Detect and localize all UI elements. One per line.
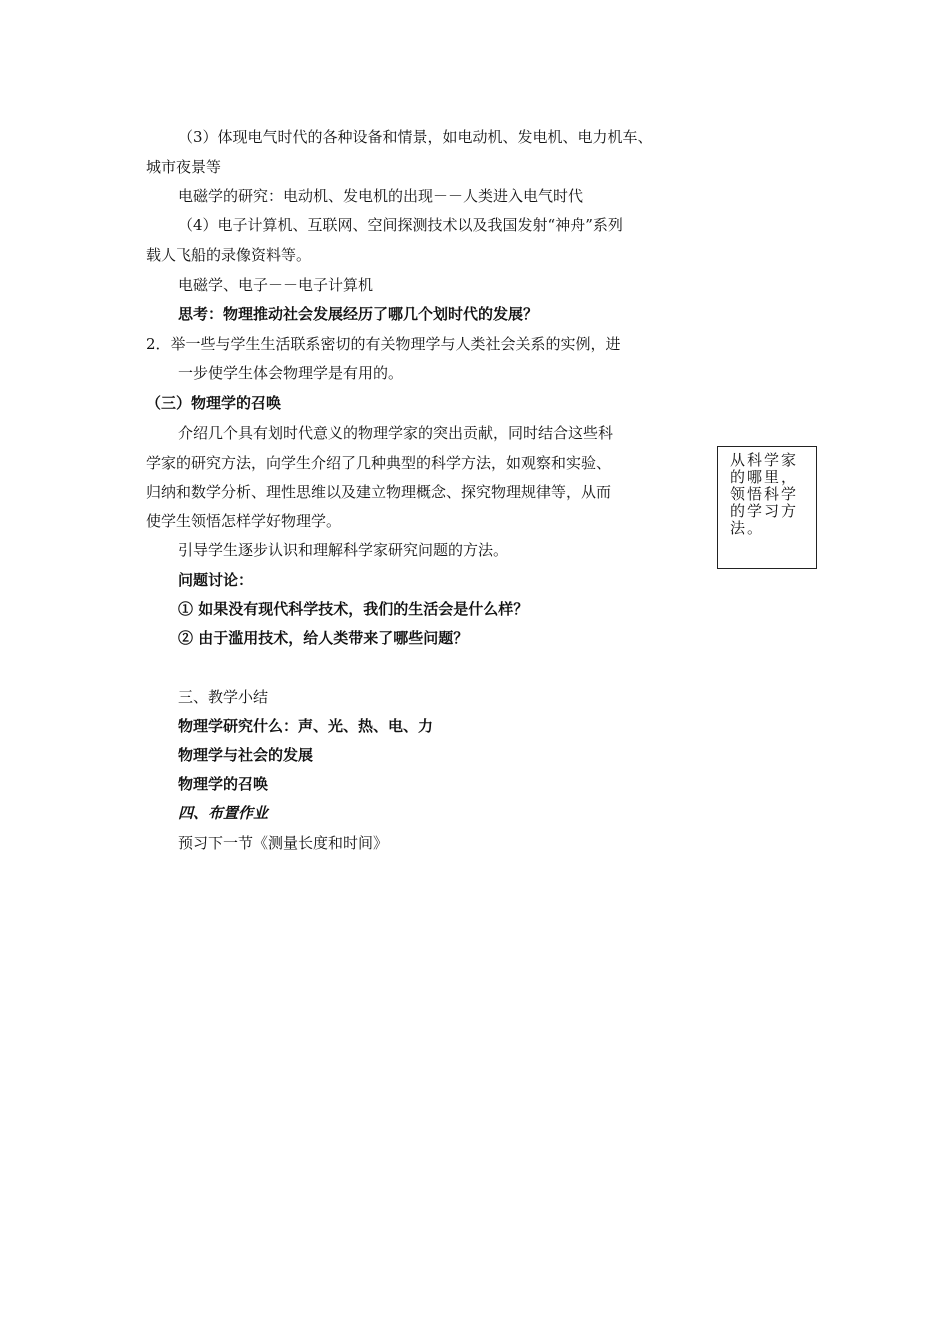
paragraph-line: 一步使学生体会物理学是有用的。 (178, 364, 404, 382)
paragraph-line: 载人飞船的录像资料等。 (146, 246, 312, 264)
summary-item: 物理学的召唤 (178, 775, 269, 793)
discussion-question-1: ① 如果没有现代科学技术，我们的生活会是什么样？ (178, 600, 529, 618)
side-note-line: 从科学家 (730, 451, 799, 469)
paragraph-line: （4）电子计算机、互联网、空间探测技术以及我国发射“神舟”系列 (178, 216, 623, 234)
paragraph-line: 使学生领悟怎样学好物理学。 (146, 512, 342, 530)
summary-item: 物理学与社会的发展 (178, 746, 314, 764)
paragraph-line: 归纳和数学分析、理性思维以及建立物理概念、探究物理规律等，从而 (146, 483, 612, 501)
paragraph-line: （3）体现电气时代的各种设备和情景，如电动机、发电机、电力机车、 (178, 128, 653, 146)
thinking-question: 思考：物理推动社会发展经历了哪几个划时代的发展？ (178, 305, 539, 323)
discussion-question-2: ② 由于滥用技术，给人类带来了哪些问题？ (178, 629, 469, 647)
paragraph-line: 电磁学、电子－－电子计算机 (178, 276, 374, 294)
homework-heading: 四、布置作业 (178, 804, 269, 822)
paragraph-line: 介绍几个具有划时代意义的物理学家的突出贡献，同时结合这些科 (178, 424, 614, 442)
paragraph-line: 电磁学的研究：电动机、发电机的出现－－人类进入电气时代 (178, 187, 584, 205)
list-item-2: 2．举一些与学生生活联系密切的有关物理学与人类社会关系的实例，进 (146, 335, 621, 353)
summary-item: 物理学研究什么：声、光、热、电、力 (178, 717, 434, 735)
side-note-line: 领悟科学 (730, 485, 799, 503)
section-heading: （三）物理学的召唤 (146, 394, 282, 412)
paragraph-line: 学家的研究方法，向学生介绍了几种典型的科学方法，如观察和实验、 (146, 454, 612, 472)
paragraph-line: 城市夜景等 (146, 158, 222, 176)
summary-heading: 三、教学小结 (178, 688, 269, 706)
side-note-line: 的学习方 (730, 502, 799, 520)
discussion-heading: 问题讨论： (178, 571, 254, 589)
side-note-line: 法。 (730, 519, 765, 537)
side-note-box (717, 446, 817, 569)
homework-text: 预习下一节《测量长度和时间》 (178, 834, 389, 852)
paragraph-line: 引导学生逐步认识和理解科学家研究问题的方法。 (178, 541, 509, 559)
side-note-line: 的哪里， (730, 468, 799, 486)
